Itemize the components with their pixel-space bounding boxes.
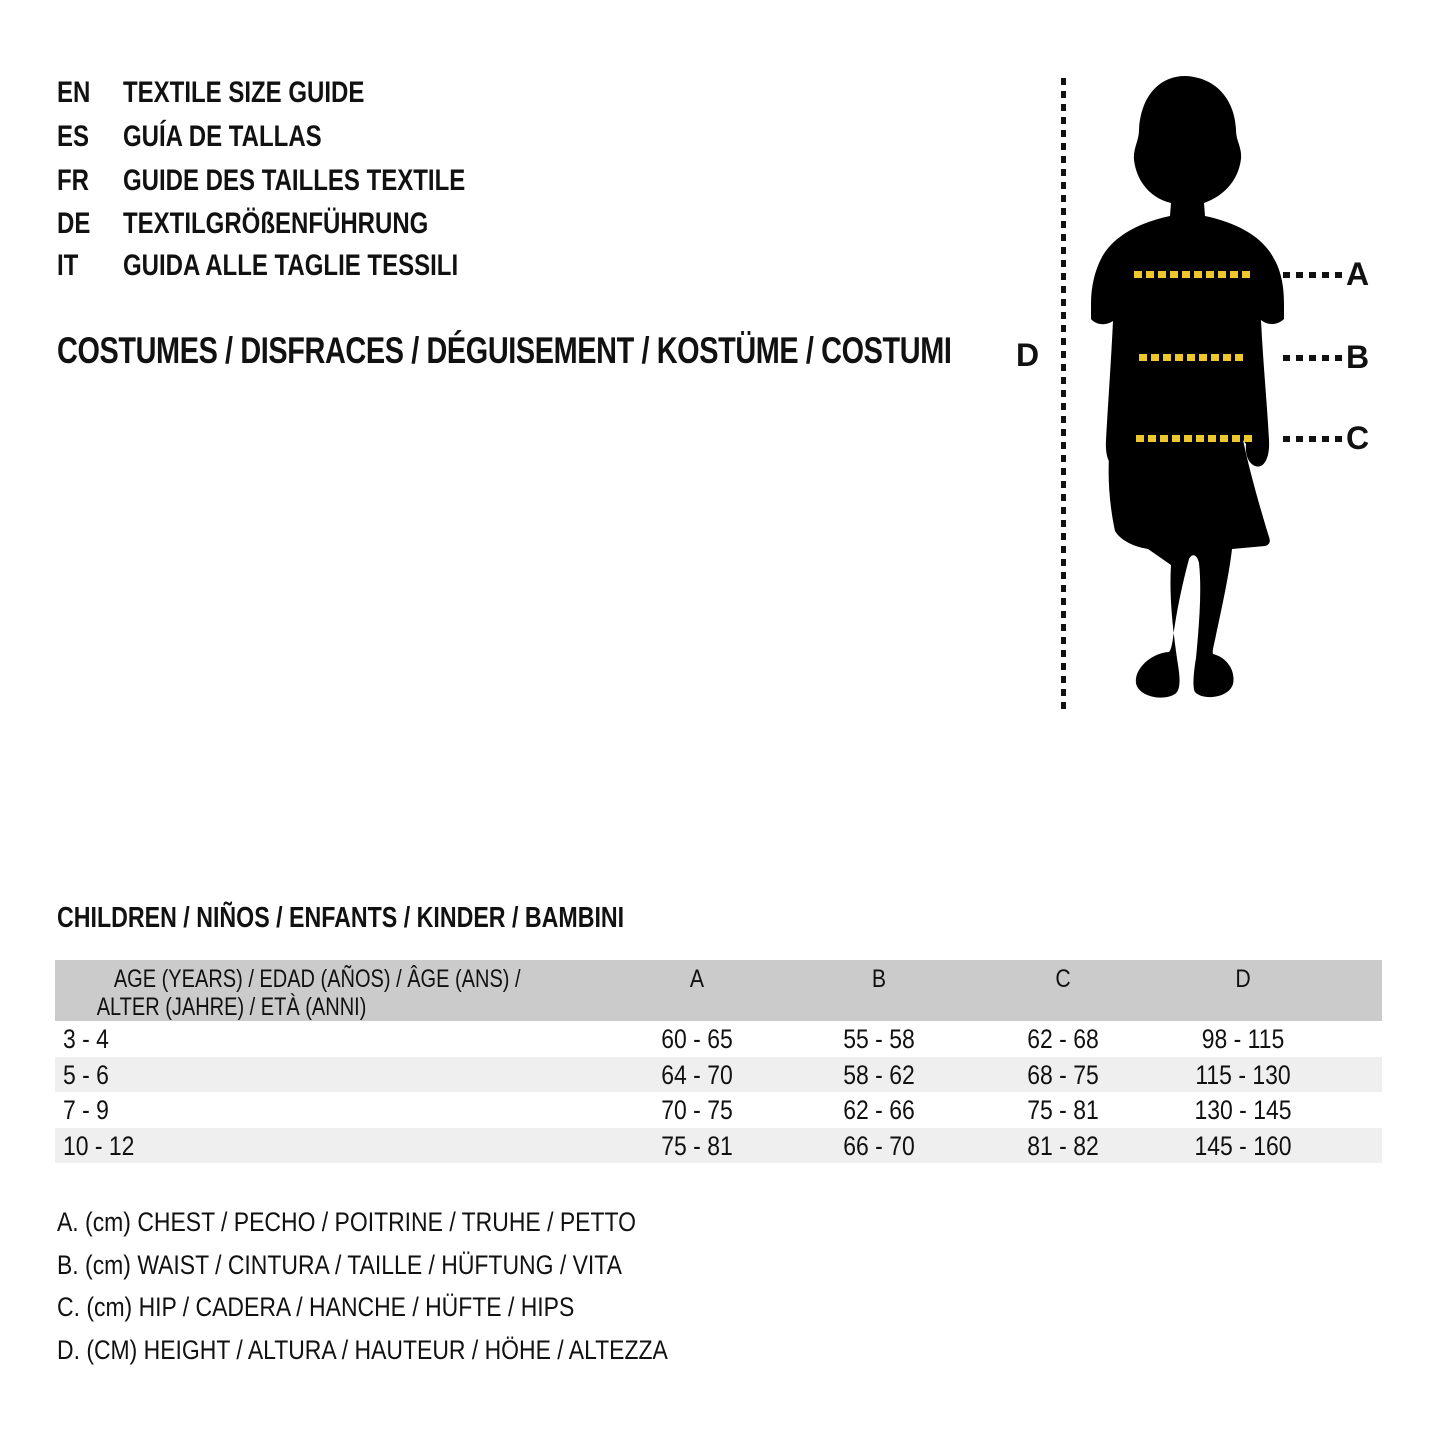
table-row bbox=[55, 1021, 1382, 1057]
age-header-line2: ALTER (JAHRE) / ETÀ (ANNI) bbox=[96, 993, 367, 1021]
hip-cell: 62 - 68 bbox=[1027, 1024, 1099, 1054]
chest-cell: 64 - 70 bbox=[661, 1059, 733, 1090]
child-silhouette-path bbox=[1091, 76, 1284, 698]
age-range-cell: 10 - 12 bbox=[63, 1130, 135, 1161]
hip-cell: 68 - 75 bbox=[1027, 1059, 1099, 1090]
legend-item-chest bbox=[57, 1206, 738, 1238]
legend-text: C. (cm) HIP / CADERA / HANCHE / HÜFTE / HIPS bbox=[57, 1292, 575, 1322]
height-cell: 115 - 130 bbox=[1195, 1059, 1291, 1090]
legend-item-hip bbox=[57, 1291, 666, 1323]
column-header-b: B bbox=[871, 965, 887, 993]
language-title: GUÍA DE TALLAS bbox=[123, 120, 322, 153]
measure-label-b: B bbox=[1346, 339, 1370, 375]
height-cell: 98 - 115 bbox=[1201, 1024, 1285, 1054]
size-table bbox=[55, 960, 1382, 1163]
age-range-cell: 7 - 9 bbox=[63, 1095, 109, 1125]
list-item bbox=[57, 164, 551, 198]
category-title-text: COSTUMES / DISFRACES / DÉGUISEMENT / KOSTÜME / COSTUMI bbox=[57, 330, 952, 371]
height-cell: 130 - 145 bbox=[1194, 1095, 1292, 1125]
hip-cell: 81 - 82 bbox=[1027, 1130, 1099, 1161]
legend-text: D. (CM) HEIGHT / ALTURA / HAUTEUR / HÖHE / ALTEZZA bbox=[57, 1335, 668, 1365]
list-item bbox=[57, 249, 542, 283]
waist-cell: 55 - 58 bbox=[843, 1024, 915, 1054]
measure-label-a: A bbox=[1346, 256, 1370, 292]
waist-measure-dash-line bbox=[1139, 354, 1243, 361]
age-range-cell: 5 - 6 bbox=[63, 1059, 109, 1090]
column-header-d: D bbox=[1235, 965, 1251, 993]
list-item bbox=[57, 207, 505, 241]
child-silhouette bbox=[1085, 73, 1290, 718]
chest-cell: 75 - 81 bbox=[661, 1130, 733, 1161]
language-title: TEXTILE SIZE GUIDE bbox=[123, 76, 365, 109]
waist-cell: 58 - 62 bbox=[843, 1059, 915, 1090]
list-item bbox=[57, 76, 425, 110]
language-title: GUIDA ALLE TAGLIE TESSILI bbox=[123, 249, 459, 282]
waist-cell: 62 - 66 bbox=[843, 1095, 915, 1125]
language-code: IT bbox=[57, 249, 79, 282]
chest-leader-dotted-line bbox=[1283, 272, 1342, 278]
measure-label-c: C bbox=[1346, 420, 1370, 456]
hip-measure-dash-line bbox=[1136, 435, 1252, 442]
hip-leader-dotted-line bbox=[1283, 436, 1342, 442]
legend-text: A. (cm) CHEST / PECHO / POITRINE / TRUHE / PETTO bbox=[57, 1207, 636, 1237]
chest-cell: 60 - 65 bbox=[661, 1024, 733, 1054]
language-code: FR bbox=[57, 164, 89, 197]
table-row bbox=[55, 1128, 1382, 1164]
section-title-children bbox=[57, 901, 766, 935]
language-title: TEXTILGRÖßENFÜHRUNG bbox=[123, 207, 429, 240]
table-row bbox=[55, 1092, 1382, 1128]
section-title-text: CHILDREN / NIÑOS / ENFANTS / KINDER / BAMBINI bbox=[57, 902, 625, 934]
height-measure-dotted-line bbox=[1061, 78, 1066, 715]
chest-measure-dash-line bbox=[1134, 271, 1250, 278]
chest-cell: 70 - 75 bbox=[661, 1095, 733, 1125]
measure-label-d: D bbox=[1016, 337, 1040, 373]
column-header-c: C bbox=[1055, 965, 1071, 993]
table-row bbox=[55, 1057, 1382, 1093]
legend-text: B. (cm) WAIST / CINTURA / TAILLE / HÜFTUNG / VITA bbox=[57, 1250, 622, 1280]
list-item bbox=[57, 120, 371, 154]
language-code: EN bbox=[57, 76, 91, 109]
waist-leader-dotted-line bbox=[1283, 355, 1342, 361]
column-header-a: A bbox=[689, 965, 705, 993]
legend-item-height bbox=[57, 1334, 776, 1366]
language-code: DE bbox=[57, 207, 91, 240]
height-cell: 145 - 160 bbox=[1194, 1130, 1292, 1161]
age-range-cell: 3 - 4 bbox=[63, 1024, 109, 1054]
language-code: ES bbox=[57, 120, 90, 153]
age-header-line1: AGE (YEARS) / EDAD (AÑOS) / ÂGE (ANS) / bbox=[113, 965, 521, 993]
legend-item-waist bbox=[57, 1249, 722, 1281]
hip-cell: 75 - 81 bbox=[1027, 1095, 1099, 1125]
waist-cell: 66 - 70 bbox=[843, 1130, 915, 1161]
language-title: GUIDE DES TAILLES TEXTILE bbox=[123, 164, 466, 197]
size-table-header bbox=[55, 960, 1382, 1021]
